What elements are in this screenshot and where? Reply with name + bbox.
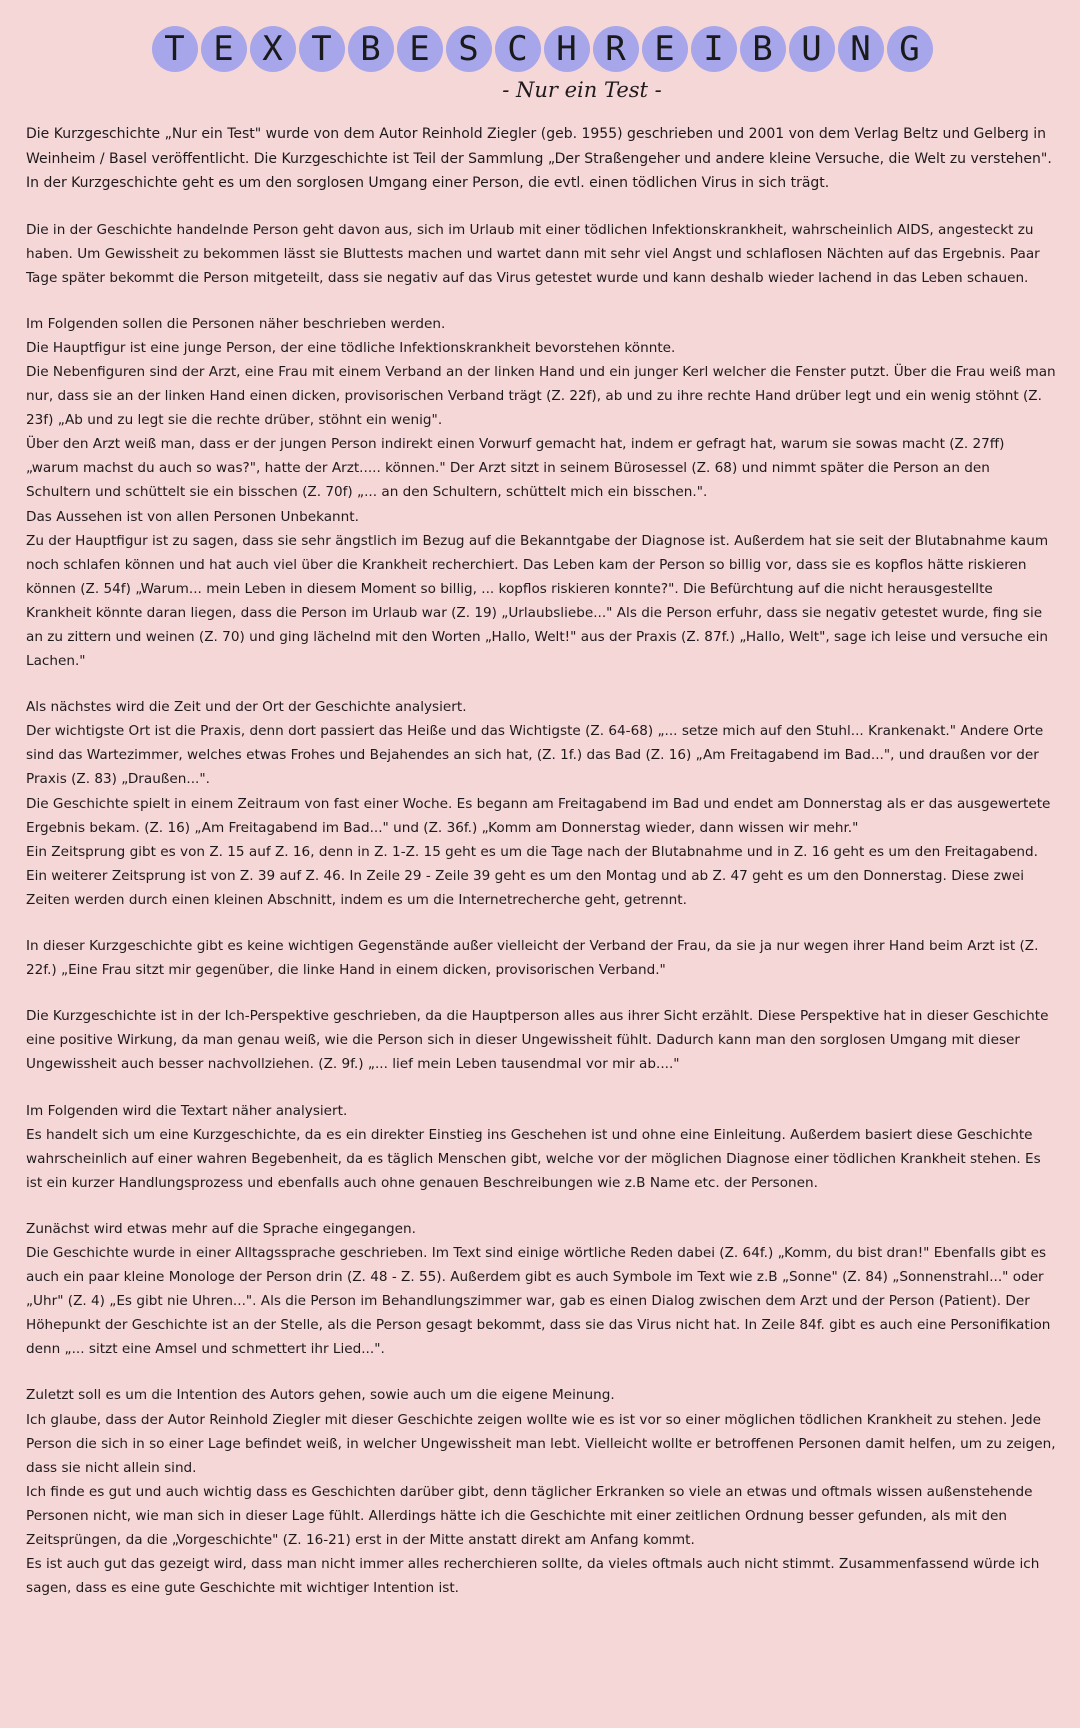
paragraph: Zunächst wird etwas mehr auf die Sprache eingegangen. [26, 1220, 416, 1237]
title-letter: S [446, 26, 492, 72]
title-letter: T [152, 26, 198, 72]
paragraph: Die Nebenfiguren sind der Arzt, eine Frau mit einem Verband an der linken Hand und ein junger Kerl welcher die Fenster putzt. Über die Frau weiß man nur, dass sie an der linken Hand einen dicken, provisorischen Verband trägt (Z. 22f), ab und zu ihre rechte Hand drüber legt und ein wenig stöhnt (Z. 23f) „Ab und zu legt sie die rechte drüber, stöhnt ein wenig". [26, 363, 1056, 429]
document-body [26, 122, 1058, 1600]
title-letter: X [250, 26, 296, 72]
title-letter: N [838, 26, 884, 72]
paragraph: Zuletzt soll es um die Intention des Autors gehen, sowie auch um die eigene Meinung. [26, 1387, 615, 1404]
title-letter: E [642, 26, 688, 72]
paragraph: Der wichtigste Ort ist die Praxis, denn dort passiert das Heiße und das Wichtigste (Z. 64-68) „... setze mich auf den Stuhl... Krankenakt." Andere Orte sind das Wartezimmer, welches etwas Frohes und Bejahendes an sich hat, (Z. 1f.) das Bad (Z. 16) „Am Freitagabend im Bad...", und draußen vor der Praxis (Z. 83) „Draußen...". [26, 723, 1044, 788]
paragraph: Als nächstes wird die Zeit und der Ort der Geschichte analysiert. [26, 699, 467, 716]
paragraph: Die Geschichte spielt in einem Zeitraum von fast einer Woche. Es begann am Freitagabend im Bad und endet am Donnerstag als er das ausgewertete Ergebnis bekam. (Z. 16) „Am Freitagabend im Bad..." und (Z. 36f.) „Komm am Donnerstag wieder, dann wissen wir mehr." [26, 795, 1051, 836]
paragraph: Im Folgenden wird die Textart näher analysiert. [26, 1102, 348, 1119]
title-letter: R [593, 26, 639, 72]
text-section [26, 312, 1058, 673]
title-letter: H [544, 26, 590, 72]
paragraph: Ich finde es gut und auch wichtig dass es Geschichten darüber gibt, denn täglicher Erkranken so viele an etwas und oftmals wissen außenstehende Personen nicht, wie man sich in dieser Lage fühlt. Allerdings hätte ich die Geschichte mit einer zeitlichen Ordnung besser gefunden, als mit den Zeitsprüngen, da die „Vorgeschichte" (Z. 16-21) erst in der Mitte anstatt direkt am Anfang kommt. [26, 1483, 1033, 1548]
title-letter: E [201, 26, 247, 72]
title-letter: E [397, 26, 443, 72]
title-letter: U [789, 26, 835, 72]
title-letter: B [348, 26, 394, 72]
paragraph: Ich glaube, dass der Autor Reinhold Ziegler mit dieser Geschichte zeigen wollte wie es ist vor so einer möglichen tödlichen Krankheit zu stehen. Jede Person die sich in so einer Lage befindet weiß, in welcher Ungewissheit man lebt. Vielleicht wollte er betroffenen Personen damit helfen, um zu zeigen, dass sie nicht allein sind. [26, 1411, 1056, 1476]
paragraph: Es handelt sich um eine Kurzgeschichte, da es ein direkter Einstieg ins Geschehen ist und ohne eine Einleitung. Außerdem basiert diese Geschichte wahrscheinlich auf einer wahren Begebenheit, da es täglich Menschen gibt, welche vor der möglichen Diagnose einer tödlichen Krankheit stehen. Es ist ein kurzer Handlungsprozess und ebenfalls auch ohne genauen Beschreibungen wie z.B Name etc. der Personen. [26, 1126, 1041, 1191]
title-letter: G [887, 26, 933, 72]
text-section [26, 1217, 1058, 1362]
document-subtitle: - Nur ein Test - [502, 78, 662, 102]
paragraph: Das Aussehen ist von allen Personen Unbekannt. [26, 508, 359, 525]
text-section [26, 218, 1058, 290]
text-section [26, 1383, 1058, 1600]
paragraph: Die Kurzgeschichte ist in der Ich-Perspektive geschrieben, da die Hauptperson alles aus ihrer Sicht erzählt. Diese Perspektive hat in dieser Geschichte eine positive Wirkung, da man genau weiß, wie die Person sich in dieser Ungewissheit fühlt. Dadurch kann man den sorglosen Umgang mit dieser Ungewissheit auch besser nachvollziehen. (Z. 9f.) „... lief mein Leben tausendmal vor mir ab...." [26, 1008, 1049, 1073]
text-section [26, 1099, 1058, 1195]
text-section [26, 1004, 1058, 1076]
paragraph: Über den Arzt weiß man, dass er der jungen Person indirekt einen Vorwurf gemacht hat, indem er gefragt hat, warum sie sowas macht (Z. 27ff) „warum machst du auch so was?", hatte der Arzt..... können." Der Arzt sitzt in seinem Bürosessel (Z. 68) und nimmt später die Person an den Schultern und schüttelt sie ein bisschen (Z. 70f) „... an den Schultern, schüttelt mich ein bisschen.". [26, 436, 1005, 501]
paragraph: Ein Zeitsprung gibt es von Z. 15 auf Z. 16, denn in Z. 1-Z. 15 geht es um die Tage nach der Blutabnahme und in Z. 16 geht es um den Freitagabend. Ein weiterer Zeitsprung ist von Z. 39 auf Z. 46. In Zeile 29 - Zeile 39 geht es um den Montag und ab Z. 47 geht es um den Donnerstag. Diese zwei Zeiten werden durch einen kleinen Abschnitt, indem es um die Internetrecherche geht, getrennt. [26, 843, 1038, 908]
text-section [26, 934, 1058, 982]
title-letter: I [691, 26, 737, 72]
paragraph: Zu der Hauptfigur ist zu sagen, dass sie sehr ängstlich im Bezug auf die Bekanntgabe der Diagnose ist. Außerdem hat sie seit der Blutabnahme kaum noch schlafen können und hat auch viel über die Krankheit recherchiert. Das Leben kam der Person so billig vor, dass sie es kopflos hätte riskieren können (Z. 54f) „Warum... mein Leben in diesem Moment so billig, ... kopflos riskieren konnte?". Die Befürchtung auf die nicht herausgestellte Krankheit könnte daran liegen, dass die Person im Urlaub war (Z. 19) „Urlaubsliebe..." Als die Person erfuhr, dass sie negativ getestet wurde, fing sie an zu zittern und weinen (Z. 70) und ging lächelnd mit den Worten „Hallo, Welt!" aus der Praxis (Z. 87f.) „Hallo, Welt", sage ich leise und versuche ein Lachen." [26, 532, 1049, 670]
paragraph: Die Hauptfigur ist eine junge Person, der eine tödliche Infektionskrankheit bevorstehen könnte. [26, 339, 676, 356]
text-section [26, 122, 1058, 196]
paragraph: Im Folgenden sollen die Personen näher beschrieben werden. [26, 315, 446, 332]
document-title [26, 26, 1058, 72]
title-letter: B [740, 26, 786, 72]
paragraph: Die Geschichte wurde in einer Alltagssprache geschrieben. Im Text sind einige wörtliche Reden dabei (Z. 64f.) „Komm, du bist dran!" Ebenfalls gibt es auch ein paar kleine Monologe der Person drin (Z. 48 - Z. 55). Außerdem gibt es auch Symbole im Text wie z.B „Sonne" (Z. 84) „Sonnenstrahl..." oder „Uhr" (Z. 4) „Es gibt nie Uhren...". Als die Person im Behandlungszimmer war, gab es einen Dialog zwischen dem Arzt und der Person (Patient). Der Höhepunkt der Geschichte ist an der Stelle, als die Person gesagt bekommt, dass sie das Virus nicht hat. In Zeile 84f. gibt es auch eine Personifikation denn „... sitzt eine Amsel und schmettert ihr Lied...". [26, 1244, 1051, 1358]
paragraph: Es ist auch gut das gezeigt wird, dass man nicht immer alles recherchieren sollte, da vieles oftmals auch nicht stimmt. Zusammenfassend würde ich sagen, dass es eine gute Geschichte mit wichtiger Intention ist. [26, 1556, 1040, 1597]
title-letter: C [495, 26, 541, 72]
paragraph: In dieser Kurzgeschichte gibt es keine wichtigen Gegenstände außer vielleicht der Verband der Frau, da sie ja nur wegen ihrer Hand beim Arzt ist (Z. 22f.) „Eine Frau sitzt mir gegenüber, die linke Hand in einem dicken, provisorischen Verband." [26, 938, 1039, 979]
text-section [26, 695, 1058, 912]
title-letter: T [299, 26, 345, 72]
paragraph: Die Kurzgeschichte „Nur ein Test" wurde von dem Autor Reinhold Ziegler (geb. 1955) geschrieben und 2001 von dem Verlag Beltz und Gelberg in Weinheim / Basel veröffentlicht. Die Kurzgeschichte ist Teil der Sammlung „Der Straßengeher und andere kleine Versuche, die Welt zu verstehen". In der Kurzgeschichte geht es um den sorglosen Umgang einer Person, die evtl. einen tödlichen Virus in sich trägt. [26, 126, 1052, 191]
paragraph: Die in der Geschichte handelnde Person geht davon aus, sich im Urlaub mit einer tödlichen Infektionskrankheit, wahrscheinlich AIDS, angesteckt zu haben. Um Gewissheit zu bekommen lässt sie Bluttests machen und wartet dann mit sehr viel Angst und schlaflosen Nächten auf das Ergebnis. Paar Tage später bekommt die Person mitgeteilt, dass sie negativ auf das Virus getestet wurde und kann deshalb wieder lachend in das Leben schauen. [26, 221, 1040, 286]
